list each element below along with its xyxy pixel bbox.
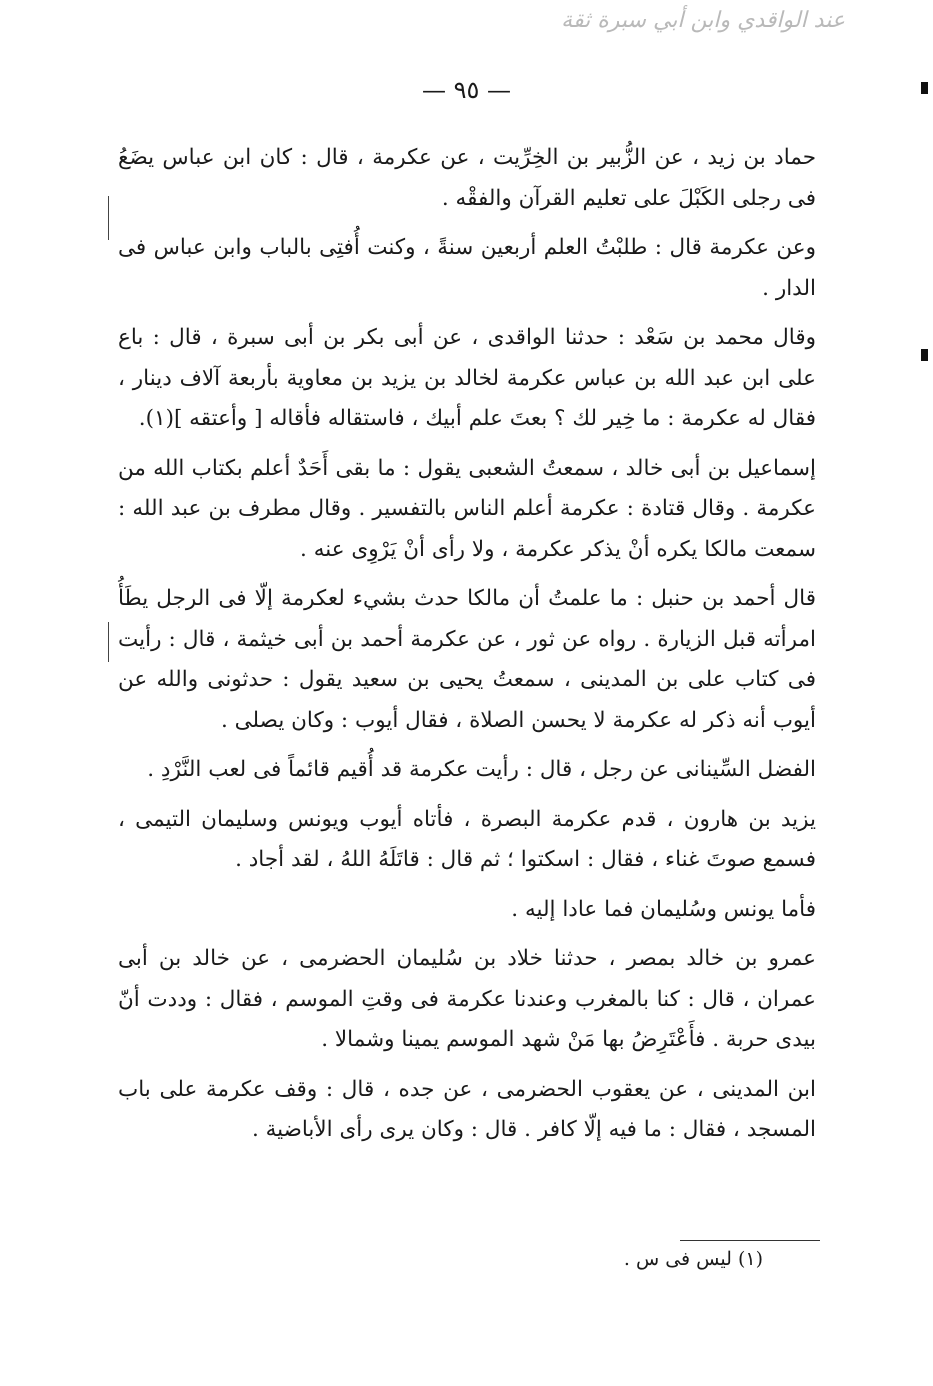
edge-scan-mark	[921, 82, 928, 94]
footnote-divider	[680, 1240, 820, 1241]
paragraph-10: ابن المدينى ، عن يعقوب الحضرمى ، عن جده ، قال : وقف عكرمة على باب المسجد ، فقال : ما فيه إلّا كافر . قال : وكان يرى رأى الأباضية .	[118, 1076, 816, 1142]
footnote: (١) ليس فى س .	[623, 1248, 763, 1270]
paragraph-5: قال أحمد بن حنبل : ما علمتُ أن مالكا حدث بشيء لعكرمة إلّا فى الرجل يطَأُ امرأته قبل الزيارة . رواه عن ثور ، عن عكرمة أحمد بن أبى خيثمة ، قال : رأيت فى كتاب على بن المدينى ، سمعتُ يحيى بن سعيد يقول : حدثونى والله عن أيوب أنه ذكر له عكرمة لا يحسن الصلاة ، فقال أيوب : وكان يصلى .	[118, 586, 816, 733]
margin-pencil-mark	[108, 622, 109, 662]
paragraph-8: فأما يونس وسُليمان فما عادا إليه .	[511, 896, 816, 922]
paragraph-4: إسماعيل بن أبى خالد ، سمعتُ الشعبى يقول : ما بقى أَحَدٌ أعلم بكتاب الله من عكرمة . وقال قتادة : عكرمة أعلم الناس بالتفسير . وقال مطرف بن عبد الله : سمعت مالكا يكره أنْ يذكر عكرمة ، ولا رأى أنْ يَرْوِى عنه .	[118, 455, 816, 562]
margin-pencil-mark	[108, 196, 109, 240]
edge-scan-mark	[921, 349, 928, 361]
main-text-block	[118, 138, 816, 1160]
paragraph-6: الفضل السِّينانى عن رجل ، قال : رأيت عكرمة قد أُقيم قائماً فى لعب النَّرْدِ .	[147, 757, 816, 782]
paragraph-2: وعن عكرمة قال : طلبْتُ العلم أربعين سنةً ، وكنت أُفتِى بالباب وابن عباس فى الدار .	[118, 235, 816, 301]
paragraph-3: وقال محمد بن سَعْد : حدثنا الواقدى ، عن أبى بكر بن أبى سبرة ، قال : باع على ابن عبد الله بن عباس عكرمة لخالد بن يزيد بن معاوية بأربعة آلاف دينار ، فقال له عكرمة : ما خِير لك ؟ بعتَ علم أبيك ، فاستقاله فأقاله [ وأعتقه ](١).	[118, 325, 816, 431]
paragraph-1: حماد بن زيد ، عن الزُّبير بن الخِرِّيت ، عن عكرمة ، قال : كان ابن عباس يضَعُ فى رجلى الكَبْلَ على تعليم القرآن والفقْه .	[118, 145, 816, 211]
page-number: — ٩٥ —	[421, 76, 512, 104]
paragraph-7: يزيد بن هارون ، قدم عكرمة البصرة ، فأتاه أيوب ويونس وسليمان التيمى ، فسمع صوتَ غناء ، فقال : اسكتوا ؛ ثم قال : قاتَلَهُ اللهُ ، لقد أجاد .	[118, 806, 816, 872]
paragraph-9: عمرو بن خالد بمصر ، حدثنا خلاد بن سُليمان الحضرمى ، عن خالد بن أبى عمران ، قال : كنا بالمغرب وعندنا عكرمة فى وقتِ الموسم ، فقال : وددت أنّ بيدى حربة . فأَعْتَرِضُ بها مَنْ شهد الموسم يمينا وشمالا .	[118, 946, 816, 1052]
handwritten-margin-note: عند الواقدي وابن أبي سبرة ثقة	[561, 8, 845, 33]
